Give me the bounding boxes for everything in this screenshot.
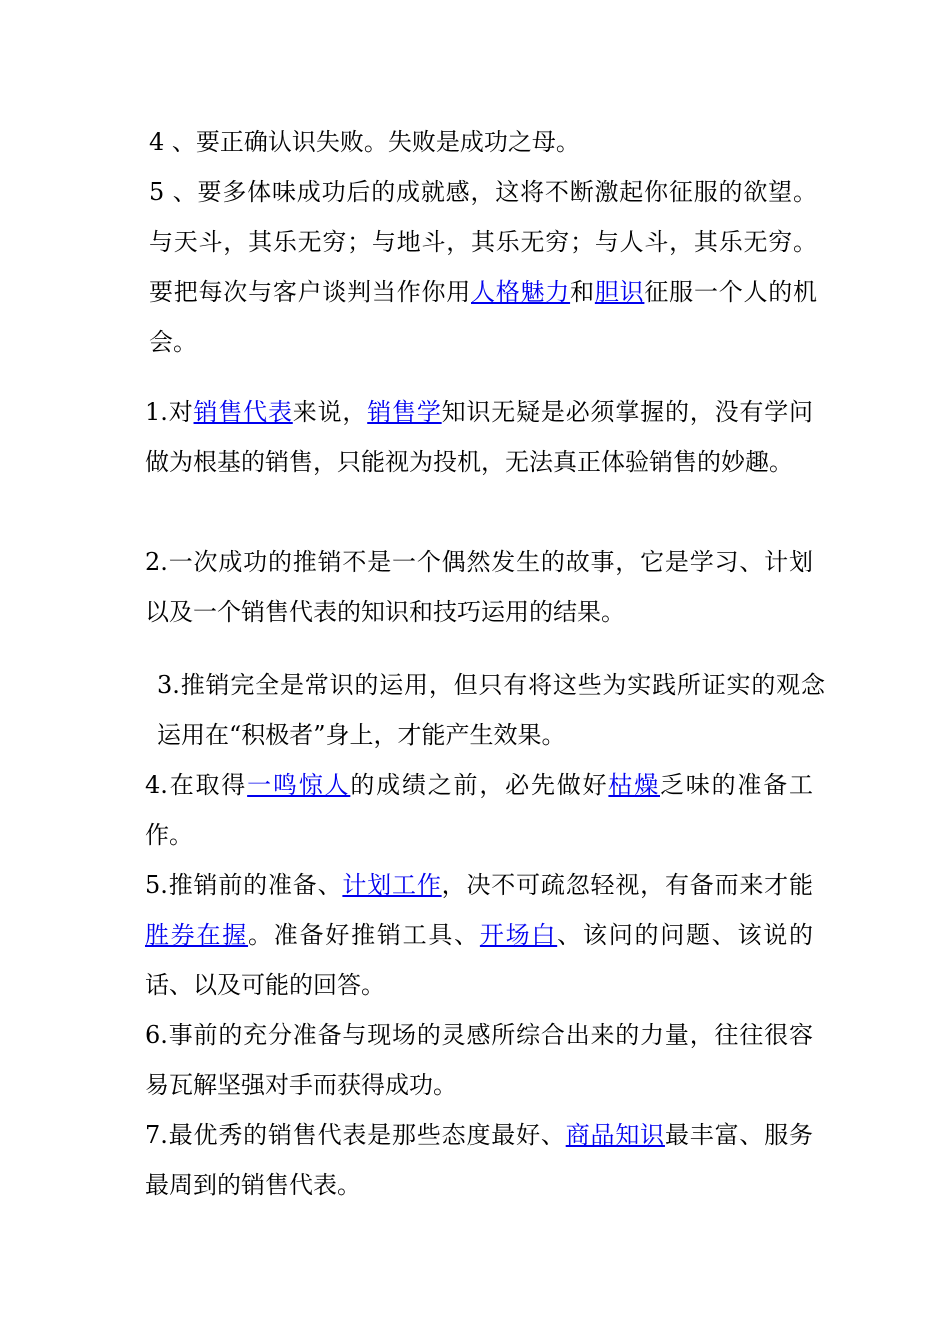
- paragraph-text: 和: [570, 278, 595, 306]
- link-sales-representative[interactable]: 销售代表: [193, 398, 293, 426]
- link-courage[interactable]: 胆识: [594, 278, 645, 306]
- paragraph-4-failure: [145, 117, 817, 167]
- paragraph-5-achievement: [145, 167, 817, 367]
- paragraph-text: 乏味的准备工作。: [145, 771, 814, 849]
- paragraph-text: 4.在取得: [145, 771, 248, 799]
- paragraph-text: 最丰富、服务最周到的销售代表。: [145, 1121, 814, 1199]
- paragraph-3-common-sense: [145, 660, 825, 760]
- paragraph-text: 5 、要多体味成功后的成就感，这将不断激起你征服的欲望。与天斗，其乐无穷；与地斗，其乐无穷；与人斗，其乐无穷。要把每次与客户谈判当作你用: [149, 178, 817, 306]
- link-amazing-success[interactable]: 一鸣惊人: [247, 771, 351, 799]
- paragraph-text: 征服一个人的机会。: [149, 278, 818, 356]
- link-salesmanship[interactable]: 销售学: [367, 398, 442, 426]
- paragraph-text: 4 、要正确认识失败。失败是成功之母。: [149, 128, 580, 156]
- paragraph-text: 1.对: [145, 398, 194, 426]
- paragraph-6-readiness: [145, 1010, 813, 1110]
- paragraph-text: 的成绩之前，必先做好: [350, 771, 609, 799]
- paragraph-text: 、该问的问题、该说的话、以及可能的回答。: [145, 921, 814, 999]
- paragraph-text: ，决不可疏忽轻视，有备而来才能: [441, 871, 813, 899]
- paragraph-5-planning: [145, 860, 813, 1010]
- link-planning-work[interactable]: 计划工作: [342, 871, 442, 899]
- link-sure-victory[interactable]: 胜券在握: [145, 921, 249, 949]
- link-dull[interactable]: 枯燥: [608, 771, 660, 799]
- paragraph-text: 3.推销完全是常识的运用，但只有将这些为实践所证实的观念运用在“积极者”身上，才能产生效果。: [157, 671, 825, 749]
- paragraph-text: 知识无疑是必须掌握的，没有学问做为根基的销售，只能视为投机，无法真正体验销售的妙趣。: [145, 398, 814, 476]
- paragraph-7-best-representatives: [145, 1110, 813, 1210]
- paragraph-text: 来说，: [292, 398, 368, 426]
- paragraph-text: 7.最优秀的销售代表是那些态度最好、: [145, 1121, 566, 1149]
- paragraph-1-sales-knowledge: [145, 387, 813, 487]
- link-opening-remarks[interactable]: 开场白: [479, 921, 558, 949]
- paragraph-text: 5.推销前的准备、: [145, 871, 343, 899]
- paragraph-text: 2.一次成功的推销不是一个偶然发生的故事，它是学习、计划以及一个销售代表的知识和技巧运用的结果。: [145, 548, 813, 626]
- paragraph-4-preparation: [145, 760, 813, 860]
- link-charisma[interactable]: 人格魅力: [471, 278, 571, 306]
- paragraph-2-successful-sale: [145, 537, 813, 637]
- paragraph-text: 。准备好推销工具、: [248, 921, 480, 949]
- link-product-knowledge[interactable]: 商品知识: [565, 1121, 665, 1149]
- paragraph-text: 6.事前的充分准备与现场的灵感所综合出来的力量，往往很容易瓦解坚强对手而获得成功。: [145, 1021, 813, 1099]
